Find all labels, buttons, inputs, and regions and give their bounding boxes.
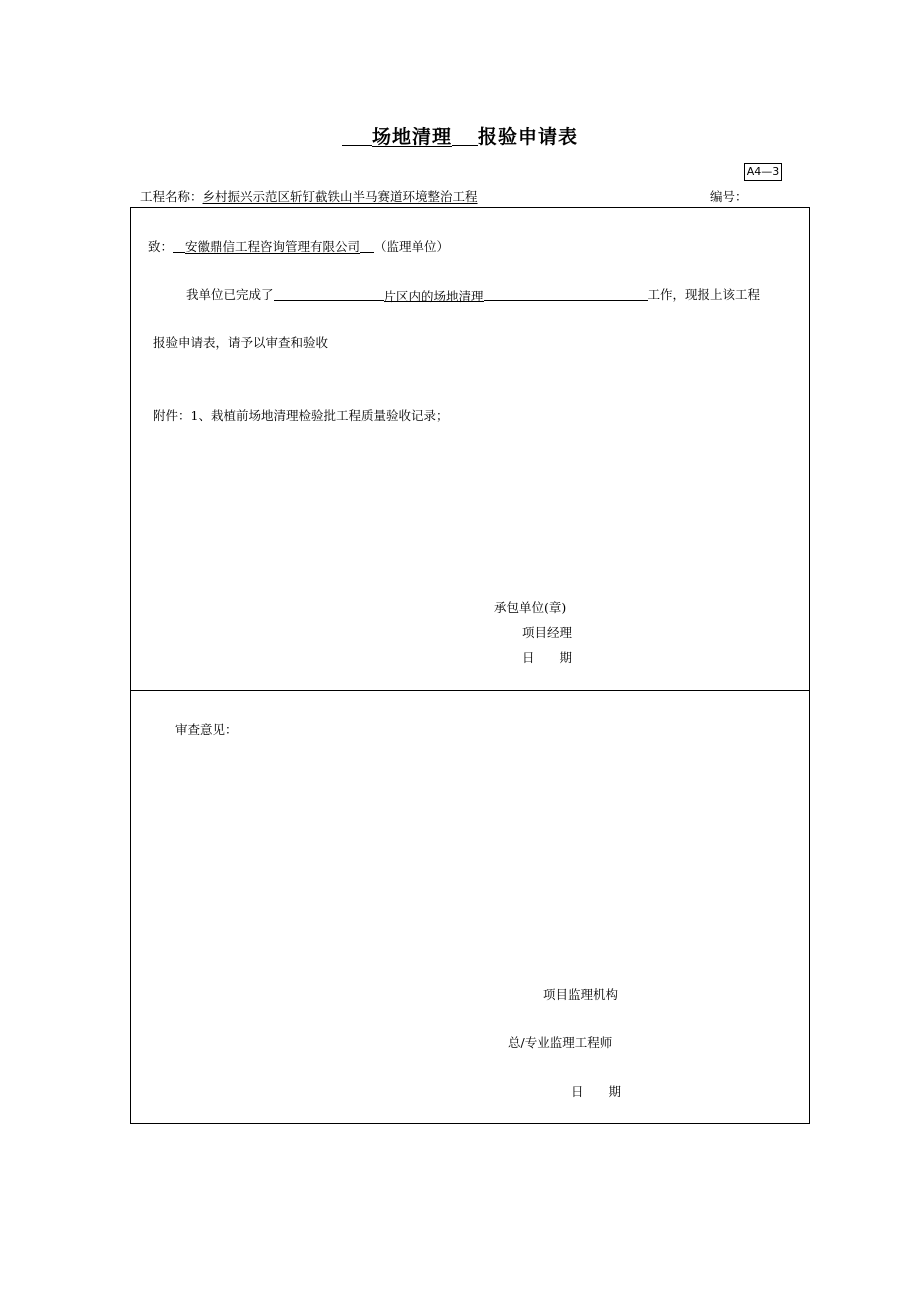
title-subject: 场地清理 <box>371 126 452 148</box>
project-name: 乡村振兴示范区斩钉截铁山半马赛道环境整治工程 <box>202 189 478 204</box>
addressee-underline-trail <box>360 238 374 253</box>
project-label: 工程名称： <box>140 189 203 204</box>
title-suffix: 报验申请表 <box>478 126 579 148</box>
supervisor-company: 安徽鼎信工程咨询管理有限公司 <box>185 239 361 254</box>
review-opinion-label: 审查意见： <box>175 722 238 737</box>
line1-suffix: 工作，现报上该工程 <box>647 287 761 302</box>
title-underline-trail <box>452 127 478 146</box>
work-item: 片区内的场地清理 <box>383 289 484 304</box>
application-date-label: 日 期 <box>522 650 573 665</box>
review-date-label: 日 期 <box>571 1084 622 1099</box>
form-code: A4—3 <box>744 163 782 181</box>
page-title <box>0 122 920 149</box>
work-underline-trail <box>484 286 648 301</box>
to-label: 致： <box>148 239 174 254</box>
engineer-label: 总/专业监理工程师 <box>508 1035 613 1050</box>
number-label: 编号： <box>710 189 748 204</box>
section-divider <box>131 690 809 691</box>
supervisor-suffix: （监理单位） <box>374 239 450 254</box>
completion-statement <box>186 285 760 303</box>
line2: 报验申请表，请予以审查和验收 <box>153 335 329 350</box>
addressee-row <box>148 237 449 255</box>
manager-label: 项目经理 <box>522 625 573 640</box>
agency-label: 项目监理机构 <box>543 987 619 1002</box>
attachment: 附件：1、栽植前场地清理检验批工程质量验收记录； <box>153 408 449 423</box>
project-name-row <box>140 187 478 205</box>
addressee-underline-lead <box>173 238 185 253</box>
work-underline-lead <box>274 286 384 301</box>
line1-prefix: 我单位已完成了 <box>186 287 274 302</box>
title-underline-lead <box>342 127 372 146</box>
contractor-label: 承包单位(章) <box>494 600 567 615</box>
